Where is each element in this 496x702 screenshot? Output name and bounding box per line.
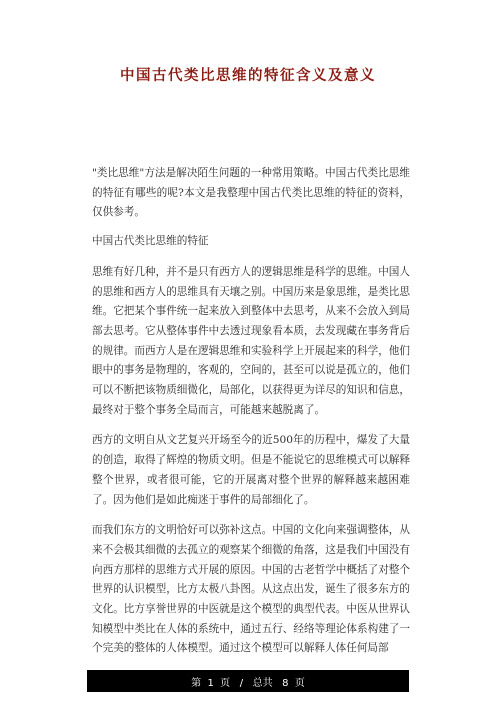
paragraph-intro: "类比思维"方法是解决陌生问题的一种常用策略。中国古代类比思维的特征有哪些的呢?本文是我整理中国古代类比思维的特征的资料，仅供参考。 xyxy=(92,167,410,219)
paragraph-thinking: 思维有好几种，并不是只有西方人的逻辑思维是科学的思维。中国人的思维和西方人的思维具有天壤之别。中国历来是象思维，是类比思维。它把某个事件统一起来放入到整体中去思考，从来不会放入到局部去思考。它从整体事件中去透过现象看本质，去发现藏在事务背后的规律。而西方人是在逻辑思维和实验科学上开展起来的科学，他们眼中的事务是物理的，客观的，空间的，甚至可以说是孤立的，他们可以不断把该物质细微化，局部化，以获得更为详尽的知识和信息，最终对于整个事务全局而言，可能越来越脱离了。 xyxy=(92,265,410,416)
document-title: 中国古代类比思维的特征含义及意义 xyxy=(120,68,376,84)
paragraph-eastern-civilization: 而我们东方的文明恰好可以弥补这点。中国的文化向来强调整体，从来不会极其细微的去孤立的观察某个细微的角落，这是我们中国没有向西方那样的思维方式开展的原因。中国的古老哲学中概括了对整个世界的认识模型，比方太极八卦图。从这点出发，诞生了很多东方的文化。比方享誉世界的中医就是这个模型的典型代表。中医从世界认知模型中类比在人体的系统中，通过五行、经络等理论体系构建了一个完美的整体的人体模型。通过这个模型可以解释人体任何局部 xyxy=(92,524,410,655)
section-heading: 中国古代类比思维的特征 xyxy=(92,235,209,248)
document-body xyxy=(92,164,410,670)
paragraph-western-civilization: 西方的文明自从文艺复兴开场至今的近500年的历程中，爆发了大量的创造，取得了辉煌的物质文明。但是不能说它的思维模式可以解释整个世界，或者很可能，它的开展离对整个世界的解释越来越困难了。因为他们是如此痴迷于事件的局部细化了。 xyxy=(92,434,410,506)
page-footer: 第 1 页 / 总共 8 页 xyxy=(87,670,409,692)
